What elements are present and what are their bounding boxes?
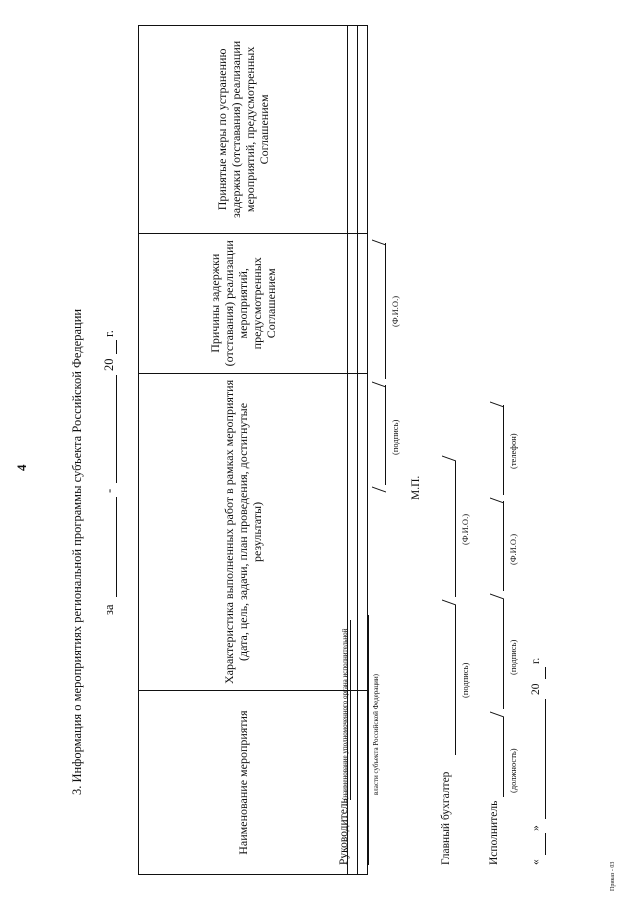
period-start-blank	[116, 497, 117, 597]
column-header-characteristics: Характеристика выполненных работ в рамках мероприятия (дата, цель, задачи, план проведения, достигнутые результаты)	[139, 373, 348, 691]
date-close-quote: »	[530, 825, 542, 831]
chief-accountant-label: Главный бухгалтер	[440, 771, 452, 865]
date-open-quote: «	[530, 859, 542, 865]
executor-position-line	[503, 717, 504, 797]
date-year-line	[545, 667, 546, 679]
executor-position-caption: (должность)	[508, 748, 518, 793]
executor-name-line	[503, 501, 504, 591]
date-year-suffix: г.	[530, 657, 542, 664]
column-header-measures: Принятые меры по устранению задержки (отставания) реализации мероприятий, предусмотренных Соглашением	[139, 26, 348, 234]
executor-phone-caption: (телефон)	[508, 433, 518, 469]
table-row	[348, 26, 358, 875]
executor-signature-caption: (подпись)	[508, 639, 518, 675]
executor-label: Исполнитель	[488, 800, 500, 865]
head-org-line	[350, 620, 351, 800]
section-title: 3. Информация о мероприятиях региональной программы субъекта Российской Федерации	[70, 308, 84, 795]
date-day-line	[545, 833, 546, 855]
activities-table	[138, 25, 368, 875]
stamp-mark: М.П.	[410, 475, 422, 500]
column-header-delay-reasons: Причины задержки (отставания) реализации мероприятий, предусмотренных Соглашением	[139, 233, 348, 373]
table-row	[358, 26, 368, 875]
head-org-line-2	[368, 615, 369, 865]
head-signature-line	[385, 385, 386, 485]
executor-phone-line	[503, 405, 504, 495]
head-name-line	[385, 243, 386, 379]
head-signature-caption: (подпись)	[390, 419, 400, 455]
date-year-prefix: 20	[530, 683, 542, 695]
chief-accountant-name-line	[455, 461, 456, 597]
period-end-blank	[116, 375, 117, 483]
executor-signature-line	[503, 599, 504, 709]
chief-accountant-signature-caption: (подпись)	[460, 662, 470, 698]
chief-accountant-signature-line	[455, 605, 456, 755]
period-dash: -	[102, 488, 116, 493]
period-year-suffix: г.	[102, 330, 116, 337]
period-year-blank	[116, 340, 117, 354]
footer-mark: Приказ - 03	[610, 861, 616, 891]
table-header-row	[139, 26, 348, 875]
column-header-name: Наименование мероприятия	[139, 691, 348, 875]
head-name-caption: (Ф.И.О.)	[390, 295, 400, 327]
head-label: Руководитель	[338, 798, 350, 865]
page-number: 4	[14, 464, 29, 471]
period-year-prefix: 20	[102, 358, 116, 371]
chief-accountant-name-caption: (Ф.И.О.)	[460, 513, 470, 545]
executor-name-caption: (Ф.И.О.)	[508, 533, 518, 565]
head-org-caption: (наименование уполномоченного органа исполнительной	[341, 628, 349, 800]
period-prefix: за	[102, 604, 116, 615]
date-month-line	[545, 699, 546, 819]
head-org-caption-2: власти субъекта Российской Федерации)	[372, 674, 380, 795]
